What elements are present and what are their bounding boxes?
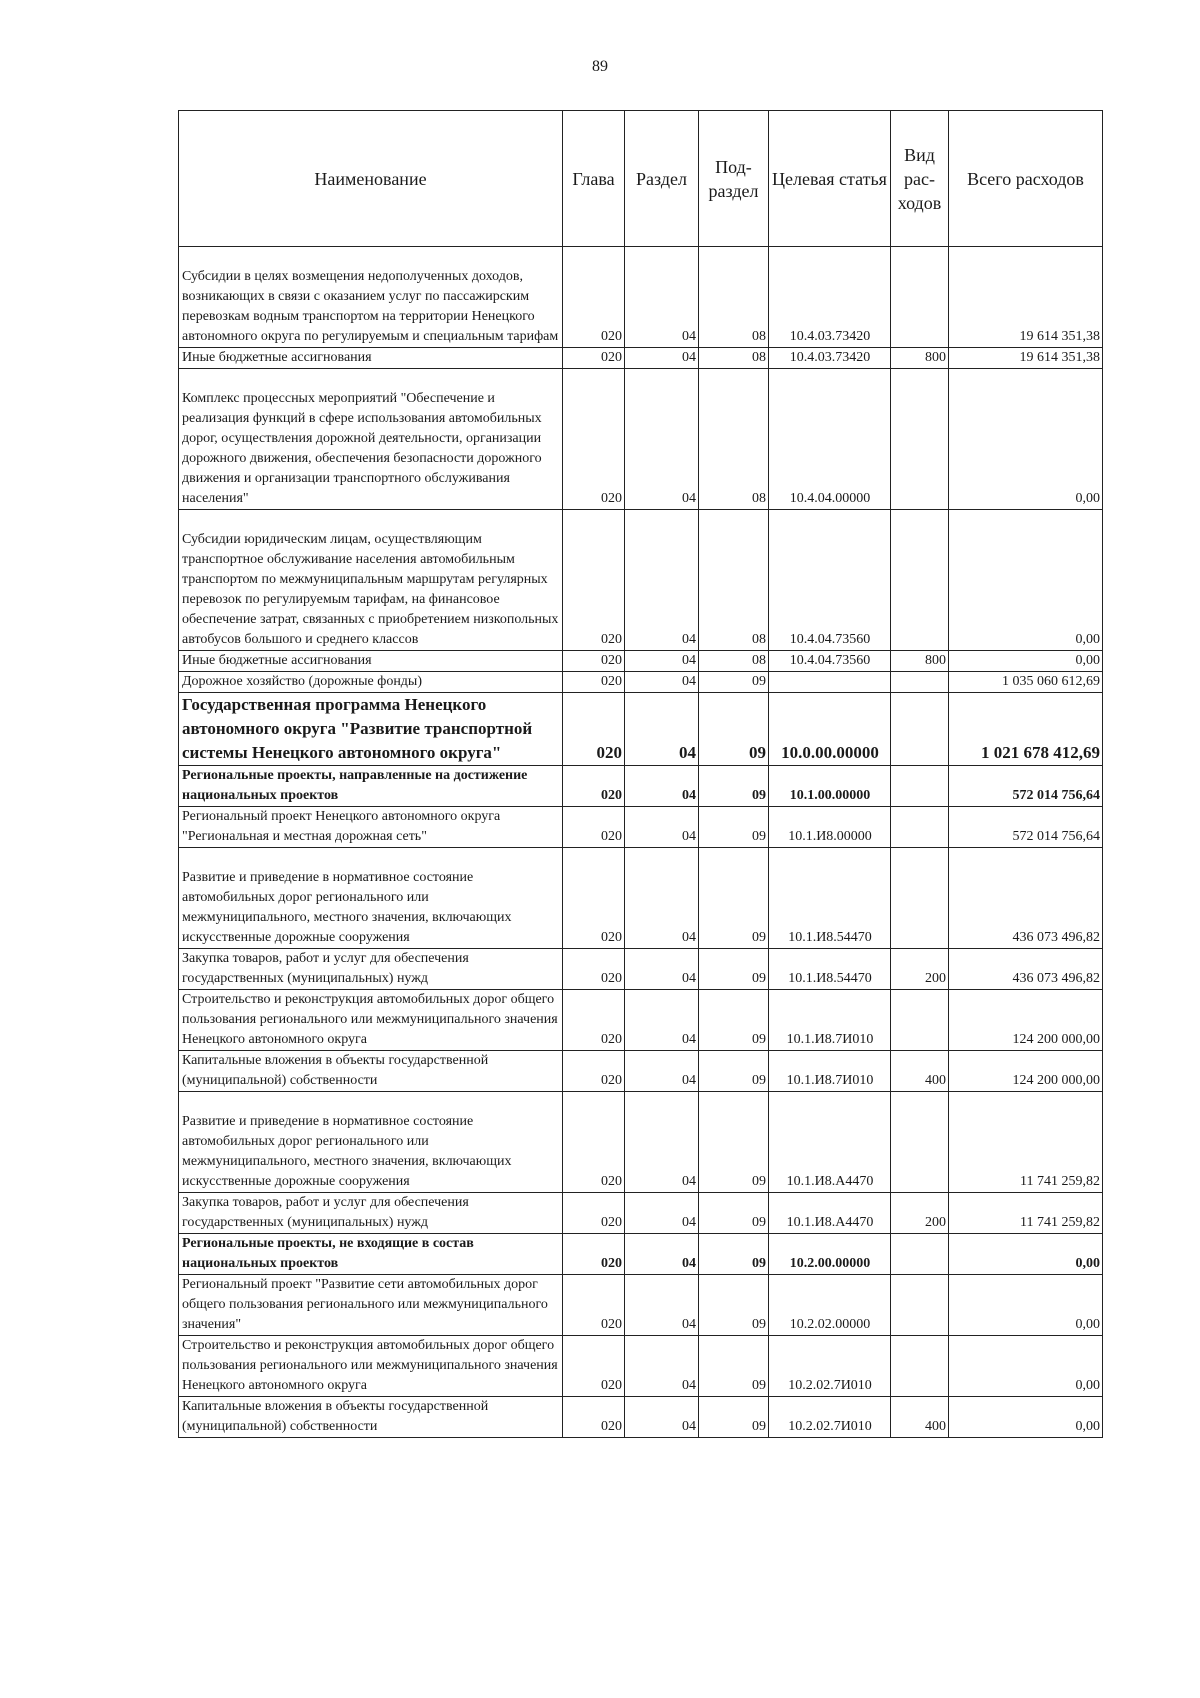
cell-expense-type [891, 1275, 949, 1336]
cell-name: Строительство и реконструкция автомобильных дорог общего пользования регионального или межмуниципального значения Ненецкого автономного округа [179, 1336, 563, 1397]
cell-subsection: 08 [699, 369, 769, 510]
cell-total: 0,00 [949, 369, 1103, 510]
cell-subsection: 09 [699, 807, 769, 848]
cell-subsection: 09 [699, 672, 769, 693]
table-row [179, 1275, 1103, 1336]
cell-section: 04 [625, 1336, 699, 1397]
cell-expense-type: 800 [891, 651, 949, 672]
cell-expense-type: 800 [891, 348, 949, 369]
cell-expense-type [891, 1336, 949, 1397]
cell-expense-type [891, 766, 949, 807]
table-row [179, 1092, 1103, 1193]
cell-expense-type: 200 [891, 1193, 949, 1234]
header-subsection: Под-раздел [699, 111, 769, 247]
cell-target: 10.1.И8.7И010 [769, 1051, 891, 1092]
cell-subsection: 08 [699, 510, 769, 651]
cell-expense-type [891, 807, 949, 848]
cell-target: 10.4.03.73420 [769, 348, 891, 369]
cell-section: 04 [625, 247, 699, 348]
cell-subsection: 09 [699, 1336, 769, 1397]
cell-name: Региональные проекты, направленные на достижение национальных проектов [179, 766, 563, 807]
budget-table [178, 110, 1103, 1438]
cell-section: 04 [625, 369, 699, 510]
cell-chapter: 020 [563, 1193, 625, 1234]
cell-chapter: 020 [563, 807, 625, 848]
cell-target: 10.0.00.00000 [769, 693, 891, 766]
cell-target: 10.2.02.7И010 [769, 1397, 891, 1438]
header-chapter: Глава [563, 111, 625, 247]
cell-target: 10.1.И8.54470 [769, 848, 891, 949]
cell-target: 10.2.02.00000 [769, 1275, 891, 1336]
cell-section: 04 [625, 693, 699, 766]
cell-subsection: 09 [699, 1051, 769, 1092]
cell-expense-type [891, 990, 949, 1051]
cell-name: Строительство и реконструкция автомобильных дорог общего пользования регионального или межмуниципального значения Ненецкого автономного округа [179, 990, 563, 1051]
cell-subsection: 09 [699, 693, 769, 766]
cell-total: 572 014 756,64 [949, 766, 1103, 807]
cell-expense-type [891, 693, 949, 766]
cell-name: Закупка товаров, работ и услуг для обеспечения государственных (муниципальных) нужд [179, 949, 563, 990]
cell-target [769, 672, 891, 693]
cell-name: Иные бюджетные ассигнования [179, 651, 563, 672]
table-row [179, 1234, 1103, 1275]
header-name: Наименование [179, 111, 563, 247]
cell-name: Региональные проекты, не входящие в состав национальных проектов [179, 1234, 563, 1275]
cell-chapter: 020 [563, 848, 625, 949]
cell-target: 10.1.00.00000 [769, 766, 891, 807]
cell-total: 19 614 351,38 [949, 247, 1103, 348]
page-number: 89 [592, 58, 608, 75]
cell-chapter: 020 [563, 990, 625, 1051]
cell-name: Региональный проект "Развитие сети автомобильных дорог общего пользования регионального или межмуниципального значения" [179, 1275, 563, 1336]
cell-expense-type [891, 247, 949, 348]
cell-section: 04 [625, 672, 699, 693]
cell-target: 10.1.И8.54470 [769, 949, 891, 990]
cell-section: 04 [625, 651, 699, 672]
cell-expense-type [891, 1234, 949, 1275]
cell-name: Комплекс процессных мероприятий "Обеспечение и реализация функций в сфере использования автомобильных дорог, осуществления дорожной деятельности, организации дорожного движения, обеспечения безопасности дорожного движения и организации транспортного обслуживания населения" [179, 369, 563, 510]
cell-expense-type [891, 672, 949, 693]
cell-subsection: 09 [699, 990, 769, 1051]
cell-subsection: 09 [699, 1275, 769, 1336]
cell-total: 1 035 060 612,69 [949, 672, 1103, 693]
cell-chapter: 020 [563, 766, 625, 807]
cell-chapter: 020 [563, 693, 625, 766]
cell-target: 10.4.04.00000 [769, 369, 891, 510]
table-row [179, 651, 1103, 672]
cell-subsection: 09 [699, 1397, 769, 1438]
header-section: Раздел [625, 111, 699, 247]
header-target: Целевая статья [769, 111, 891, 247]
cell-total: 0,00 [949, 651, 1103, 672]
cell-total: 0,00 [949, 1275, 1103, 1336]
table-row [179, 672, 1103, 693]
cell-target: 10.2.00.00000 [769, 1234, 891, 1275]
cell-chapter: 020 [563, 1397, 625, 1438]
cell-total: 11 741 259,82 [949, 1193, 1103, 1234]
table-row [179, 369, 1103, 510]
cell-name: Капитальные вложения в объекты государственной (муниципальной) собственности [179, 1051, 563, 1092]
cell-target: 10.1.И8.7И010 [769, 990, 891, 1051]
cell-expense-type [891, 848, 949, 949]
cell-name: Региональный проект Ненецкого автономного округа "Региональная и местная дорожная сеть" [179, 807, 563, 848]
cell-subsection: 09 [699, 1234, 769, 1275]
cell-expense-type: 200 [891, 949, 949, 990]
table-row [179, 693, 1103, 766]
cell-subsection: 09 [699, 1193, 769, 1234]
cell-name: Иные бюджетные ассигнования [179, 348, 563, 369]
table-body [179, 247, 1103, 1438]
cell-total: 124 200 000,00 [949, 990, 1103, 1051]
cell-section: 04 [625, 348, 699, 369]
cell-name: Государственная программа Ненецкого автономного округа "Развитие транспортной системы Ненецкого автономного округа" [179, 693, 563, 766]
cell-name: Субсидии в целях возмещения недополученных доходов, возникающих в связи с оказанием услуг по пассажирским перевозкам водным транспортом на территории Ненецкого автономного округа по регулируемым и специальным тарифам [179, 247, 563, 348]
cell-chapter: 020 [563, 247, 625, 348]
cell-expense-type [891, 1092, 949, 1193]
cell-section: 04 [625, 1051, 699, 1092]
table-row [179, 807, 1103, 848]
cell-chapter: 020 [563, 672, 625, 693]
cell-name: Закупка товаров, работ и услуг для обеспечения государственных (муниципальных) нужд [179, 1193, 563, 1234]
table-row [179, 1051, 1103, 1092]
cell-chapter: 020 [563, 510, 625, 651]
cell-chapter: 020 [563, 1275, 625, 1336]
cell-total: 0,00 [949, 510, 1103, 651]
cell-target: 10.2.02.7И010 [769, 1336, 891, 1397]
table-row [179, 949, 1103, 990]
cell-section: 04 [625, 949, 699, 990]
table-row [179, 348, 1103, 369]
cell-section: 04 [625, 766, 699, 807]
cell-chapter: 020 [563, 1336, 625, 1397]
cell-name: Развитие и приведение в нормативное состояние автомобильных дорог регионального или межмуниципального, местного значения, включающих искусственные дорожные сооружения [179, 848, 563, 949]
table-row [179, 510, 1103, 651]
cell-subsection: 09 [699, 766, 769, 807]
cell-target: 10.4.03.73420 [769, 247, 891, 348]
cell-total: 436 073 496,82 [949, 949, 1103, 990]
cell-target: 10.4.04.73560 [769, 510, 891, 651]
header-total: Всего расходов [949, 111, 1103, 247]
cell-total: 19 614 351,38 [949, 348, 1103, 369]
cell-expense-type: 400 [891, 1397, 949, 1438]
table-row [179, 1397, 1103, 1438]
cell-total: 124 200 000,00 [949, 1051, 1103, 1092]
cell-target: 10.1.И8.А4470 [769, 1092, 891, 1193]
cell-expense-type [891, 510, 949, 651]
table-row [179, 990, 1103, 1051]
cell-chapter: 020 [563, 1234, 625, 1275]
table-row [179, 1193, 1103, 1234]
cell-chapter: 020 [563, 1051, 625, 1092]
cell-name: Дорожное хозяйство (дорожные фонды) [179, 672, 563, 693]
cell-expense-type [891, 369, 949, 510]
cell-chapter: 020 [563, 1092, 625, 1193]
cell-target: 10.1.И8.00000 [769, 807, 891, 848]
cell-chapter: 020 [563, 369, 625, 510]
cell-section: 04 [625, 1275, 699, 1336]
cell-subsection: 08 [699, 247, 769, 348]
cell-name: Субсидии юридическим лицам, осуществляющим транспортное обслуживание населения автомобильным транспортом по межмуниципальным маршрутам регулярных перевозок по регулируемым тарифам, на финансовое обеспечение затрат, связанных с приобретением низкопольных автобусов большого и среднего классов [179, 510, 563, 651]
table-row [179, 1336, 1103, 1397]
table-header [179, 111, 1103, 247]
cell-section: 04 [625, 1193, 699, 1234]
cell-total: 572 014 756,64 [949, 807, 1103, 848]
cell-total: 0,00 [949, 1397, 1103, 1438]
cell-subsection: 09 [699, 848, 769, 949]
cell-total: 11 741 259,82 [949, 1092, 1103, 1193]
cell-chapter: 020 [563, 348, 625, 369]
cell-total: 1 021 678 412,69 [949, 693, 1103, 766]
cell-section: 04 [625, 1234, 699, 1275]
cell-subsection: 08 [699, 348, 769, 369]
cell-total: 0,00 [949, 1336, 1103, 1397]
cell-section: 04 [625, 807, 699, 848]
cell-section: 04 [625, 848, 699, 949]
cell-target: 10.4.04.73560 [769, 651, 891, 672]
table-row [179, 848, 1103, 949]
table-row [179, 247, 1103, 348]
cell-section: 04 [625, 990, 699, 1051]
cell-section: 04 [625, 510, 699, 651]
cell-name: Капитальные вложения в объекты государственной (муниципальной) собственности [179, 1397, 563, 1438]
cell-section: 04 [625, 1397, 699, 1438]
cell-name: Развитие и приведение в нормативное состояние автомобильных дорог регионального или межмуниципального, местного значения, включающих искусственные дорожные сооружения [179, 1092, 563, 1193]
cell-subsection: 09 [699, 949, 769, 990]
cell-section: 04 [625, 1092, 699, 1193]
cell-chapter: 020 [563, 949, 625, 990]
cell-expense-type: 400 [891, 1051, 949, 1092]
cell-chapter: 020 [563, 651, 625, 672]
cell-total: 0,00 [949, 1234, 1103, 1275]
header-expense-type: Вид рас-ходов [891, 111, 949, 247]
cell-target: 10.1.И8.А4470 [769, 1193, 891, 1234]
table-row [179, 766, 1103, 807]
cell-total: 436 073 496,82 [949, 848, 1103, 949]
cell-subsection: 08 [699, 651, 769, 672]
cell-subsection: 09 [699, 1092, 769, 1193]
